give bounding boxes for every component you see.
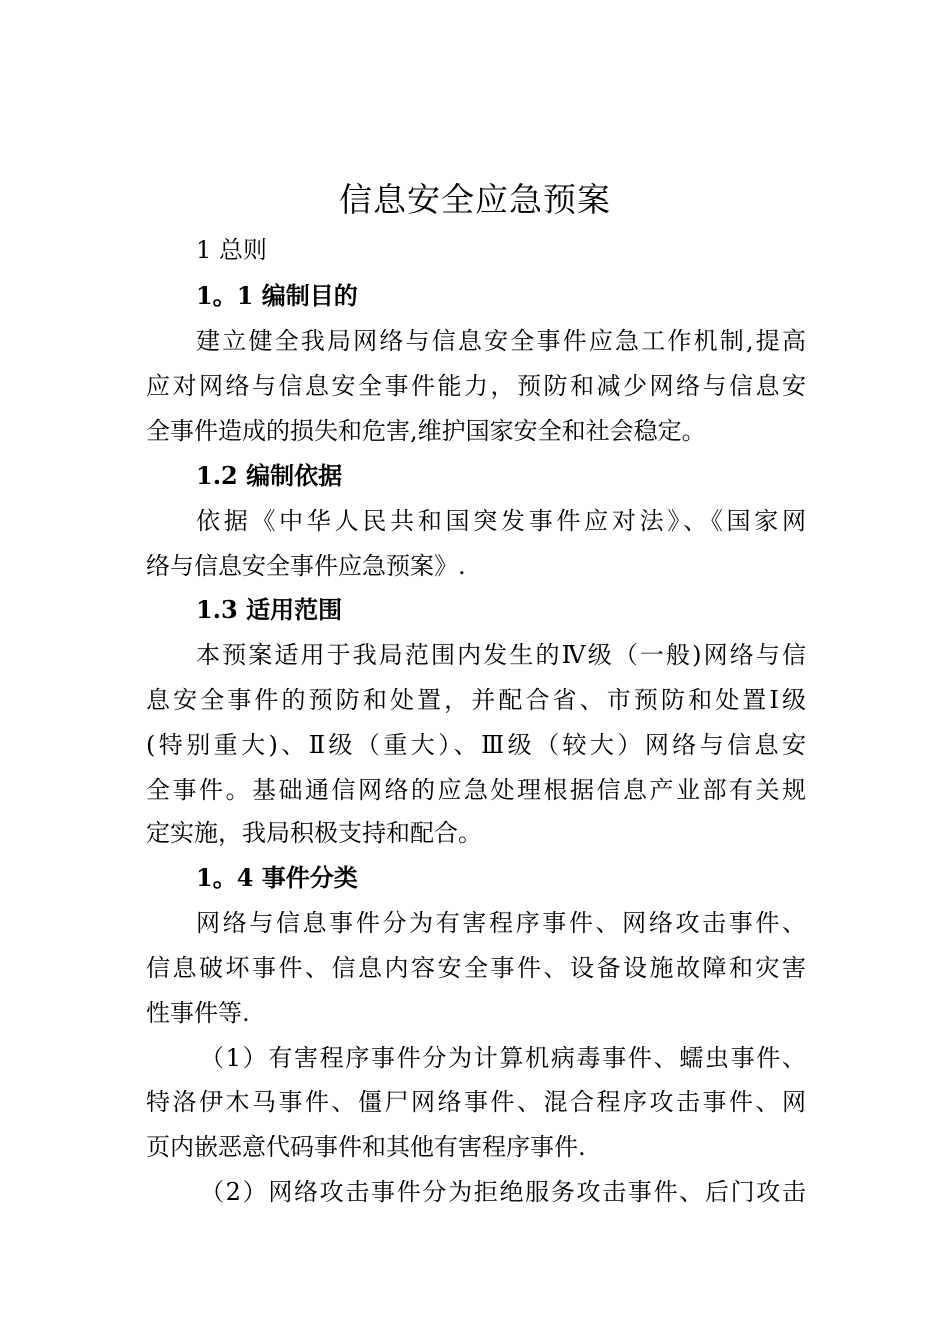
paragraph-line: 全事件。基础通信网络的应急处理根据信息产业部有关规 [146, 776, 806, 804]
paragraph-line: 定实施，我局积极支持和配合。 [146, 819, 482, 847]
paragraph-line: （1）有害程序事件分为计算机病毒事件、蠕虫事件、 [200, 1044, 806, 1072]
paragraph-line: 本预案适用于我局范围内发生的Ⅳ级（一般)网络与信 [196, 641, 806, 669]
paragraph-line: 页内嵌恶意代码事件和其他有害程序事件. [146, 1133, 586, 1161]
paragraph-line: 应对网络与信息安全事件能力，预防和减少网络与信息安 [146, 372, 806, 400]
section-heading-general: 1 总则 [196, 236, 267, 264]
paragraph-line: 络与信息安全事件应急预案》. [146, 552, 466, 580]
heading-purpose: 1。1 编制目的 [196, 281, 358, 310]
heading-scope: 1.3 适用范围 [196, 595, 343, 624]
paragraph-line: (特别重大)、Ⅱ级（重大）、Ⅲ级（较大）网络与信息安 [146, 731, 806, 759]
paragraph-line: （2）网络攻击事件分为拒绝服务攻击事件、后门攻击 [200, 1178, 806, 1206]
paragraph-line: 特洛伊木马事件、僵尸网络事件、混合程序攻击事件、网 [146, 1088, 806, 1116]
heading-basis: 1.2 编制依据 [196, 461, 343, 490]
paragraph-line: 网络与信息事件分为有害程序事件、网络攻击事件、 [196, 909, 806, 937]
paragraph-line: 建立健全我局网络与信息安全事件应急工作机制,提高 [196, 327, 806, 355]
paragraph-line: 信息破坏事件、信息内容安全事件、设备设施故障和灾害 [146, 954, 806, 982]
paragraph-line: 全事件造成的损失和危害,维护国家安全和社会稳定。 [146, 417, 706, 445]
heading-classification: 1。4 事件分类 [196, 863, 358, 892]
paragraph-line: 息安全事件的预防和处置，并配合省、市预防和处置Ⅰ级 [146, 686, 806, 714]
document-title: 信息安全应急预案 [339, 180, 611, 219]
paragraph-line: 依据《中华人民共和国突发事件应对法》、《国家网 [196, 507, 806, 535]
paragraph-line: 性事件等. [146, 999, 250, 1027]
